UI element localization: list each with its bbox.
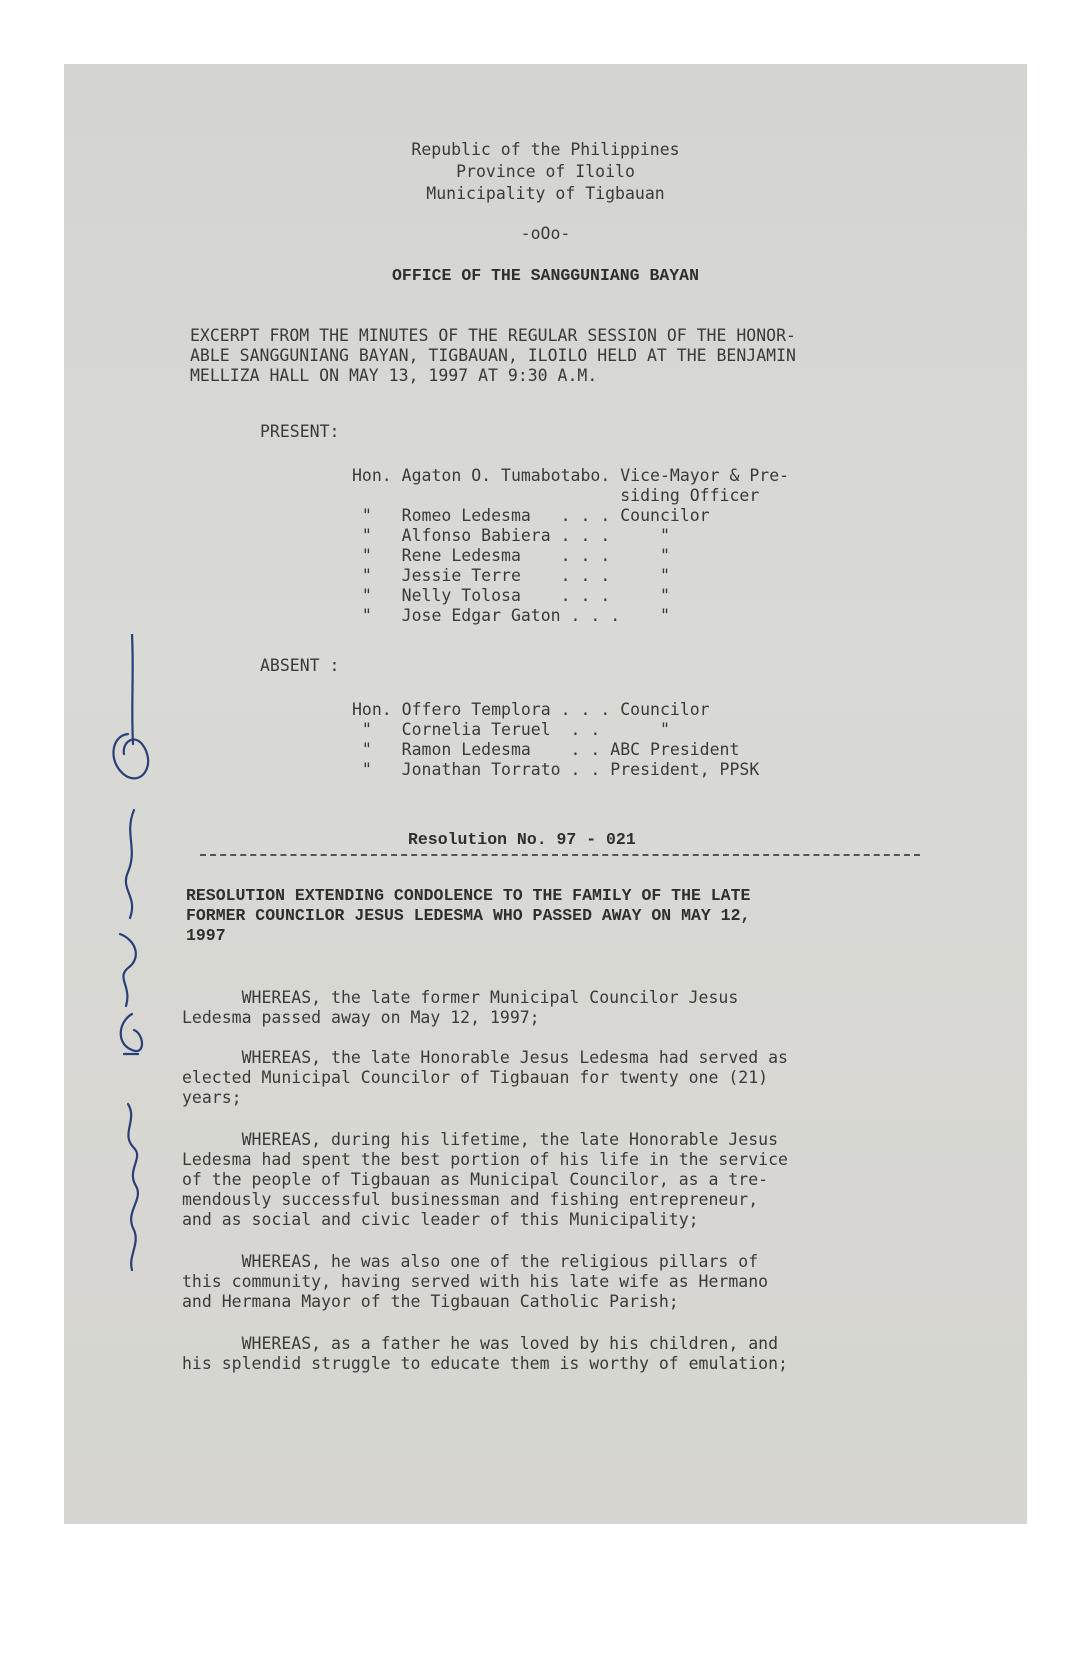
body-line: Ledesma passed away on May 12, 1997; <box>182 1008 540 1027</box>
document-page <box>64 64 1027 1524</box>
dashed-divider <box>200 854 920 856</box>
province-line: Province of Iloilo <box>456 162 635 181</box>
republic-line: Republic of the Philippines <box>411 140 680 159</box>
present-label: PRESENT: <box>260 422 340 441</box>
body-line: WHEREAS, he was also one of the religious pillars of <box>182 1252 759 1271</box>
present-line: " Romeo Ledesma . . . Councilor <box>352 506 710 525</box>
municipality-line: Municipality of Tigbauan <box>426 184 665 203</box>
body-line: years; <box>182 1088 242 1107</box>
office-title: OFFICE OF THE SANGGUNIANG BAYAN <box>392 266 699 285</box>
body-line: WHEREAS, during his lifetime, the late Honorable Jesus <box>182 1130 779 1149</box>
body-line: and as social and civic leader of this Municipality; <box>182 1210 699 1229</box>
present-line: siding Officer <box>352 486 760 505</box>
present-line: Hon. Agaton O. Tumabotabo. Vice-Mayor & Pre- <box>352 466 790 485</box>
excerpt-line-1: EXCERPT FROM THE MINUTES OF THE REGULAR SESSION OF THE HONOR- <box>190 326 796 345</box>
present-line: " Nelly Tolosa . . . " <box>352 586 670 605</box>
present-line: " Rene Ledesma . . . " <box>352 546 670 565</box>
resolution-title-line-1: RESOLUTION EXTENDING CONDOLENCE TO THE FAMILY OF THE LATE <box>186 886 751 905</box>
absent-line: " Jonathan Torrato . . President, PPSK <box>352 760 760 779</box>
handwritten-signature <box>98 634 168 1274</box>
body-line: mendously successful businessman and fishing entrepreneur, <box>182 1190 759 1209</box>
body-line: and Hermana Mayor of the Tigbauan Catholic Parish; <box>182 1292 679 1311</box>
body-line: of the people of Tigbauan as Municipal Councilor, as a tre- <box>182 1170 769 1189</box>
excerpt-line-3: MELLIZA HALL ON MAY 13, 1997 AT 9:30 A.M. <box>190 366 598 385</box>
body-line: WHEREAS, the late Honorable Jesus Ledesma had served as <box>182 1048 788 1067</box>
resolution-number: Resolution No. 97 - 021 <box>408 830 636 849</box>
present-line: " Jessie Terre . . . " <box>352 566 670 585</box>
absent-line: " Cornelia Teruel . . " <box>352 720 670 739</box>
resolution-title-line-2: FORMER COUNCILOR JESUS LEDESMA WHO PASSED AWAY ON MAY 12, <box>186 906 751 925</box>
body-line: elected Municipal Councilor of Tigbauan for twenty one (21) <box>182 1068 769 1087</box>
absent-label: ABSENT : <box>260 656 340 675</box>
present-line: " Jose Edgar Gaton . . . " <box>352 606 670 625</box>
separator-ornament: -oOo- <box>520 224 571 243</box>
absent-line: " Ramon Ledesma . . ABC President <box>352 740 740 759</box>
body-line: WHEREAS, the late former Municipal Councilor Jesus <box>182 988 739 1007</box>
body-line: Ledesma had spent the best portion of his life in the service <box>182 1150 788 1169</box>
body-line: this community, having served with his late wife as Hermano <box>182 1272 769 1291</box>
body-line: WHEREAS, as a father he was loved by his children, and <box>182 1334 779 1353</box>
excerpt-line-2: ABLE SANGGUNIANG BAYAN, TIGBAUAN, ILOILO HELD AT THE BENJAMIN <box>190 346 796 365</box>
resolution-title-line-3: 1997 <box>186 926 226 945</box>
body-line: his splendid struggle to educate them is worthy of emulation; <box>182 1354 788 1373</box>
present-line: " Alfonso Babiera . . . " <box>352 526 670 545</box>
absent-line: Hon. Offero Templora . . . Councilor <box>352 700 710 719</box>
